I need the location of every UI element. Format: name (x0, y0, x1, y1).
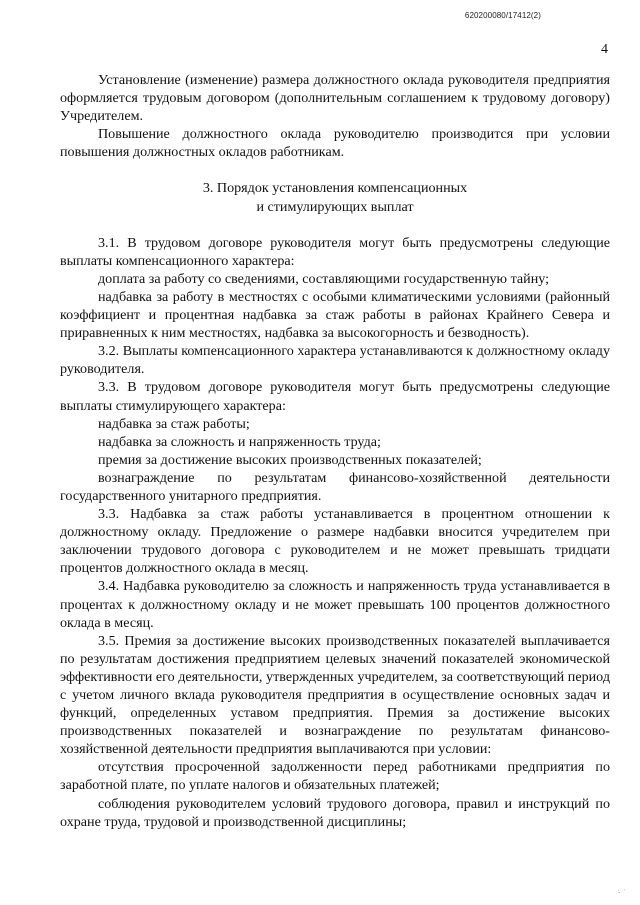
paragraph: 3.4. Надбавка руководителю за сложность и напряженность труда устанавливается в процентах к должностному окладу и не может превышать 100 процентов должностного оклада в месяц. (60, 578, 610, 631)
paragraph: соблюдения руководителем условий трудового договора, правил и инструкций по охране труда, трудовой и производственной дисциплины; (60, 795, 610, 830)
document-body (60, 71, 610, 831)
section-title-line: 3. Порядок установления компенсационных (202, 180, 468, 197)
paragraph: вознаграждение по результатам финансово-хозяйственной деятельности государственного унитарного предприятия. (60, 469, 610, 504)
paragraph: надбавка за сложность и напряженность труда; (98, 433, 381, 450)
paragraph: 3.1. В трудовом договоре руководителя могут быть предусмотрены следующие выплаты компенсационного характера: (60, 234, 610, 269)
section-title-line: и стимулирующих выплат (256, 198, 414, 215)
paragraph: 3.2. Выплаты компенсационного характера устанавливаются к должностному окладу руководителя. (60, 343, 610, 378)
page-number: 4 (601, 42, 608, 57)
paragraph: отсутствия просроченной задолженности перед работниками предприятия по заработной плате, по уплате налогов и обязательных платежей; (60, 759, 610, 794)
paragraph: надбавка за работу в местностях с особыми климатическими условиями (районный коэффициент и процентная надбавка за стаж работы в районах Крайнего Севера и приравненных к ним местностях, надбавка за высокогорность и безводность). (60, 288, 610, 342)
paragraph: надбавка за стаж работы; (98, 415, 250, 432)
paragraph: 3.5. Премия за достижение высоких производственных показателей выплачивается по результатам достижения предприятием целевых значений показателей экономической эффективности его деятельности, утвержденных учредителем, за соответствующий период с учетом личного вклада руководителя предприятия в осуществление основных задач и функций, определенных уставом предприятия. Премия за достижение высоких производственных показателей и вознаграждение по результатам финансово-хозяйственной деятельности предприятия выплачиваются при условии: (60, 632, 610, 758)
paragraph: Установление (изменение) размера должностного оклада руководителя предприятия оформляется трудовым договором (дополнительным соглашением к трудовому договору) Учредителем. (60, 72, 610, 125)
paragraph: 3.3. Надбавка за стаж работы устанавливается в процентном отношении к должностному окладу. Предложение о размере надбавки вносится учредителем при заключении трудового договора с руководителем и не может превышать тридцати процентов должностного оклада в месяц. (60, 506, 610, 577)
scan-artifact: ·̇ ˙ (618, 889, 626, 897)
paragraph: премия за достижение высоких производственных показателей; (98, 451, 482, 468)
paragraph: доплата за работу со сведениями, составляющими государственную тайну; (98, 270, 550, 287)
paragraph: Повышение должностного оклада руководителю производится при условии повышения должностных окладов работникам. (60, 126, 610, 161)
paragraph: 3.3. В трудовом договоре руководителя могут быть предусмотрены следующие выплаты стимулирующего характера: (60, 379, 610, 414)
section-title (60, 179, 610, 215)
doc-code: 620200080/17412(2) (464, 11, 541, 20)
